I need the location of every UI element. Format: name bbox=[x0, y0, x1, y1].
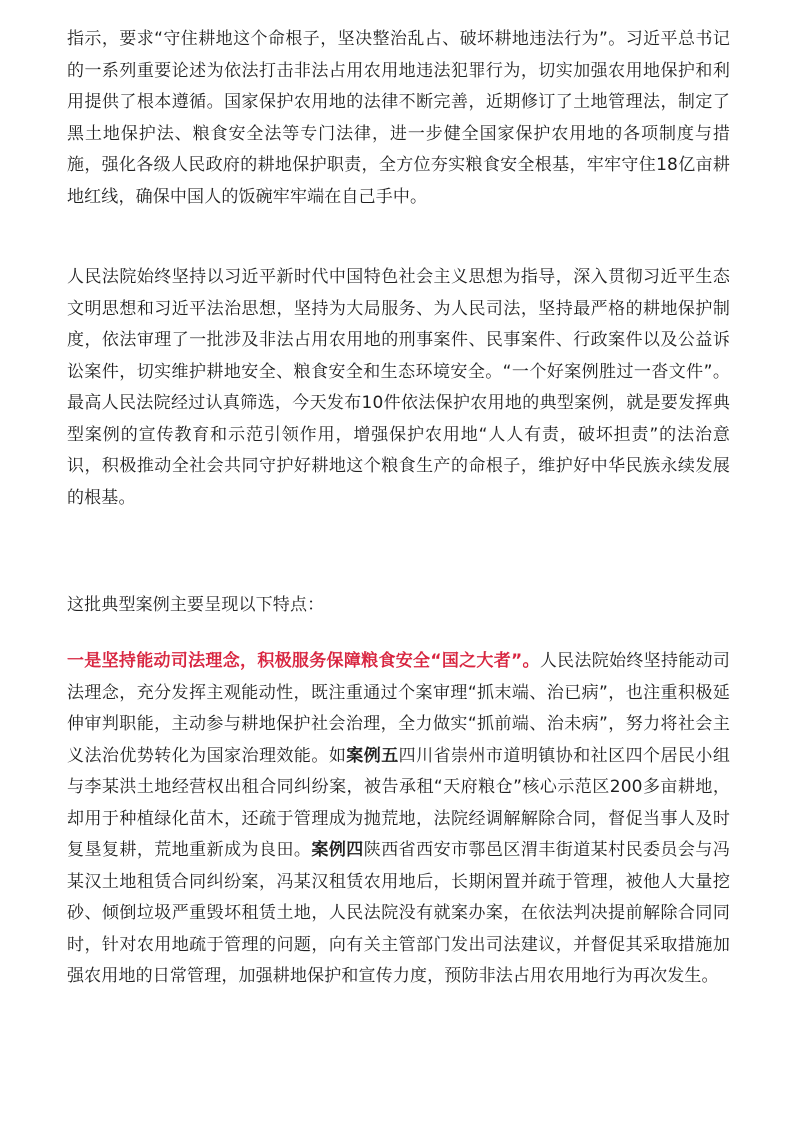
feature-one-text-part-2: 四川省崇州市道明镇协和社区四个居民小组与李某洪土地经营权出租合同纠纷案，被告承租“天府粮仓”核心示范区200多亩耕地，却用于种植绿化苗木，还疏于管理成为抛荒地，法院经调解解除合同，督促当事人及时复垦复耕，荒地重新成为良田。 bbox=[67, 745, 730, 860]
case-four-label: 案例四 bbox=[311, 840, 364, 860]
feature-one-paragraph bbox=[67, 646, 730, 993]
feature-one-text-part-1: 人民法院始终坚持能动司法理念，充分发挥主观能动性，既注重通过个案审理“抓末端、治已病”，也注重积极延伸审判职能，主动参与耕地保护社会治理，全力做实“抓前端、治未病”，努力将社会主义法治优势转化为国家治理效能。如 bbox=[67, 651, 731, 766]
case-five-label: 案例五 bbox=[346, 745, 399, 766]
body-paragraph-2: 人民法院始终坚持以习近平新时代中国特色社会主义思想为指导，深入贯彻习近平生态文明思想和习近平法治思想，坚持为大局服务、为人民司法，坚持最严格的耕地保护制度，依法审理了一批涉及非法占用农用地的刑事案件、民事案件、行政案件以及公益诉讼案件，切实维护耕地安全、粮食安全和生态环境安全。“一个好案例胜过一沓文件”。最高人民法院经过认真筛选，今天发布10件依法保护农用地的典型案例，就是要发挥典型案例的宣传教育和示范引领作用，增强保护农用地“人人有责，破坏担责”的法治意识，积极推动全社会共同守护好耕地这个粮食生产的命根子，维护好中华民族永续发展的根基。 bbox=[67, 267, 730, 508]
features-intro-paragraph: 这批典型案例主要呈现以下特点： bbox=[67, 595, 325, 615]
feature-one-heading: 一是坚持能动司法理念，积极服务保障粮食安全“国之大者”。 bbox=[67, 651, 540, 671]
feature-one-text-part-3: 陕西省西安市鄠邑区渭丰街道某村民委员会与冯某汉土地租赁合同纠纷案，冯某汉租赁农用地后，长期闲置并疏于管理，被他人大量挖砂、倾倒垃圾严重毁坏租赁土地，人民法院没有就案办案，在依法判决提前解除合同同时，针对农用地疏于管理的问题，向有关主管部门发出司法建议，并督促其采取措施加强农用地的日常管理，加强耕地保护和宣传力度，预防非法占用农用地行为再次发生。 bbox=[67, 840, 730, 986]
body-paragraph-1: 指示，要求“守住耕地这个命根子，坚决整治乱占、破坏耕地违法行为”。习近平总书记的一系列重要论述为依法打击非法占用农用地违法犯罪行为，切实加强农用地保护和利用提供了根本遵循。国家保护农用地的法律不断完善，近期修订了土地管理法，制定了黑土地保护法、粮食安全法等专门法律，进一步健全国家保护农用地的各项制度与措施，强化各级人民政府的耕地保护职责，全方位夯实粮食安全根基，牢牢守住18亿亩耕地红线，确保中国人的饭碗牢牢端在自己手中。 bbox=[67, 29, 730, 207]
